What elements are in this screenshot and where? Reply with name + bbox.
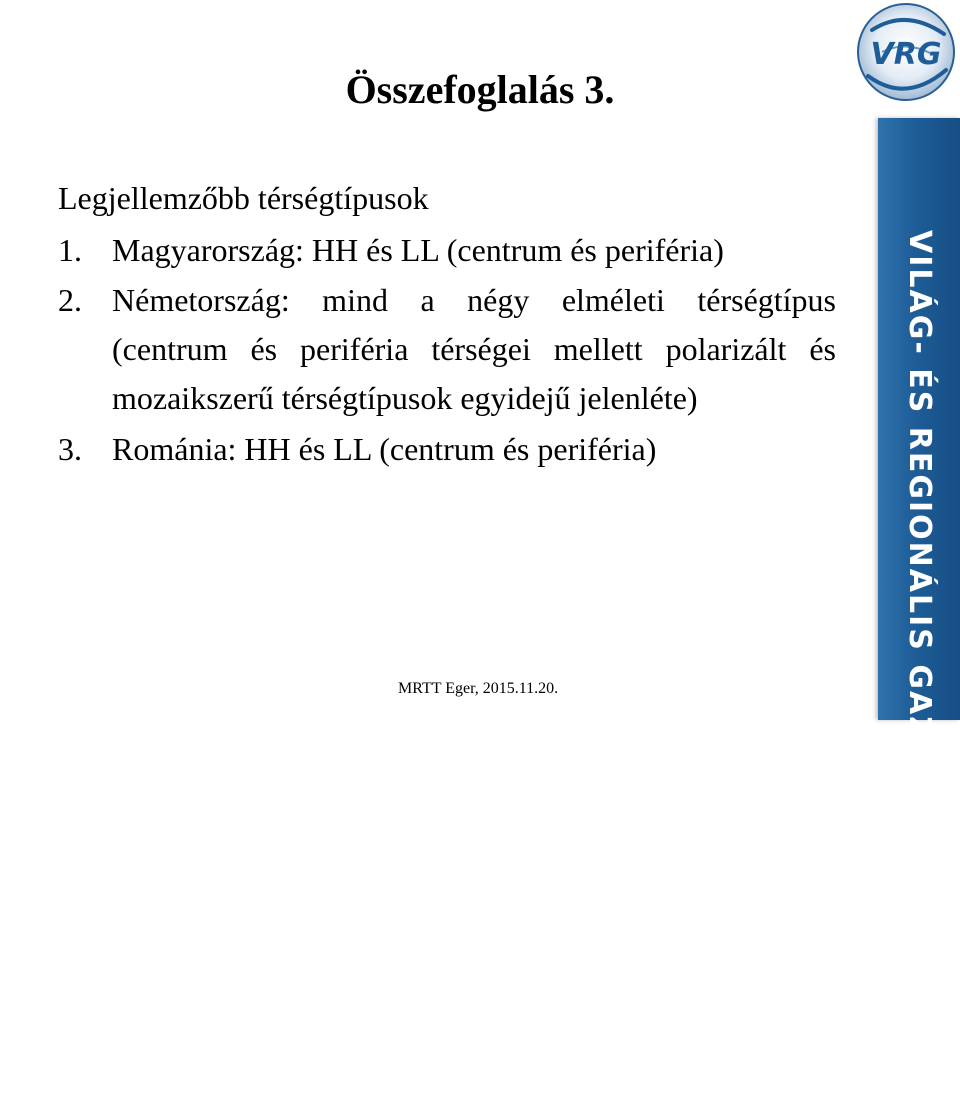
list-item xyxy=(58,224,836,276)
list-item xyxy=(58,276,836,423)
slide-footer: MRTT Eger, 2015.11.20. xyxy=(398,680,559,697)
list-item-number: 1. xyxy=(58,232,82,268)
list-item-text: Románia: HH és LL (centrum és periféria) xyxy=(112,431,657,467)
list-item-number: 3. xyxy=(58,431,82,467)
logo-text: VRG xyxy=(870,37,942,72)
institute-logo-icon xyxy=(848,0,960,112)
list-item-number: 2. xyxy=(58,282,82,318)
content-heading: Legjellemzőbb térségtípusok xyxy=(58,180,429,216)
slide-content xyxy=(58,172,836,475)
slide-title: Összefoglalás 3. xyxy=(345,67,615,112)
sidebar-band xyxy=(878,118,960,1106)
list-item-text: Németország: mind a négy elméleti térségtípus (centrum és periféria térségei mellett polarizált és mozaikszerű térségtípusok egyidejű jelenléte) xyxy=(112,282,836,416)
institute-name: VILÁG- ÉS REGIONÁLIS GAZDASÁGTAN INTÉZET xyxy=(902,230,937,1106)
institute-sidebar xyxy=(870,0,960,1106)
list-item xyxy=(58,423,836,475)
list-item-text: Magyarország: HH és LL (centrum és periféria) xyxy=(112,232,724,268)
